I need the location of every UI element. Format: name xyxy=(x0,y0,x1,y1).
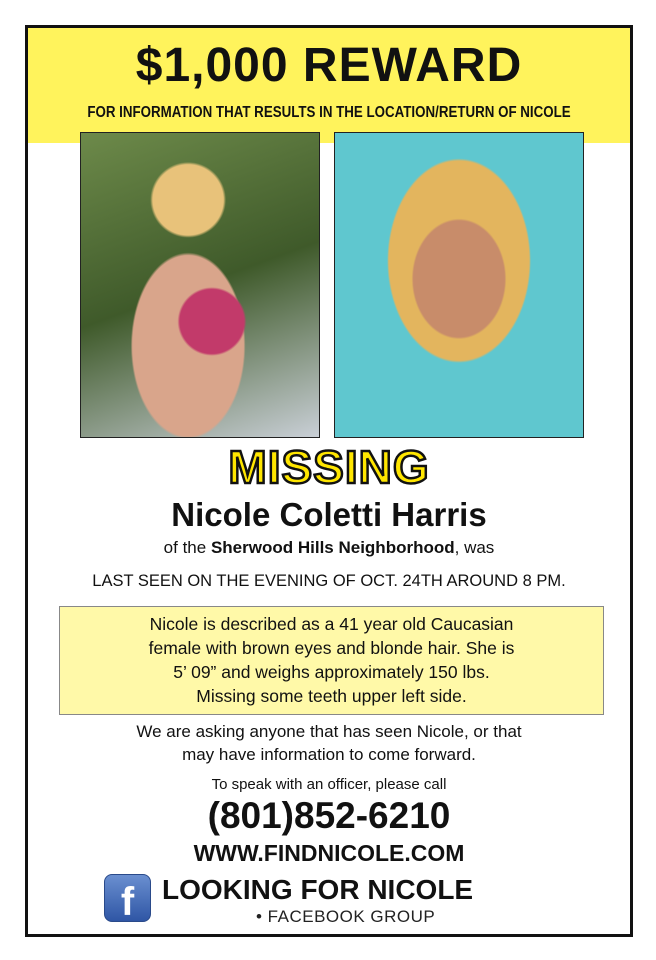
description-line: Missing some teeth upper left side. xyxy=(196,686,467,706)
facebook-group-label: • FACEBOOK GROUP xyxy=(256,907,436,926)
neighborhood-name: Sherwood Hills Neighborhood xyxy=(210,538,455,557)
appeal-line: We are asking anyone that has seen Nicole, or that xyxy=(136,722,522,741)
appeal-text xyxy=(28,720,630,766)
neighborhood-line xyxy=(28,538,630,558)
neighborhood-prefix: of the xyxy=(163,538,207,557)
appeal-line: may have information to come forward. xyxy=(182,745,476,764)
description-line: 5’ 09” and weighs approximately 150 lbs. xyxy=(173,662,490,682)
reward-subtitle: FOR INFORMATION THAT RESULTS IN THE LOCATION/RETURN OF NICOLE xyxy=(87,104,571,121)
portrait-photo xyxy=(334,132,584,438)
phone-number[interactable]: (801)852-6210 xyxy=(207,795,451,836)
person-name: Nicole Coletti Harris xyxy=(171,496,487,533)
reward-title: $1,000 REWARD xyxy=(135,39,523,92)
description-line: Nicole is described as a 41 year old Caucasian xyxy=(149,614,514,634)
photo-with-baby xyxy=(80,132,320,438)
facebook-group-title[interactable]: LOOKING FOR NICOLE xyxy=(162,874,474,905)
website-link[interactable]: WWW.FINDNICOLE.COM xyxy=(193,840,465,866)
description-box xyxy=(59,606,604,715)
neighborhood-suffix: , was xyxy=(454,538,495,557)
call-instruction: To speak with an officer, please call xyxy=(211,776,447,793)
description-line: female with brown eyes and blonde hair. She is xyxy=(148,638,515,658)
missing-headline: MISSING xyxy=(228,441,430,493)
missing-poster xyxy=(25,25,633,937)
facebook-icon: f xyxy=(104,874,151,922)
reward-header xyxy=(28,28,630,143)
last-seen: LAST SEEN ON THE EVENING OF OCT. 24TH AROUND 8 PM. xyxy=(92,572,566,590)
